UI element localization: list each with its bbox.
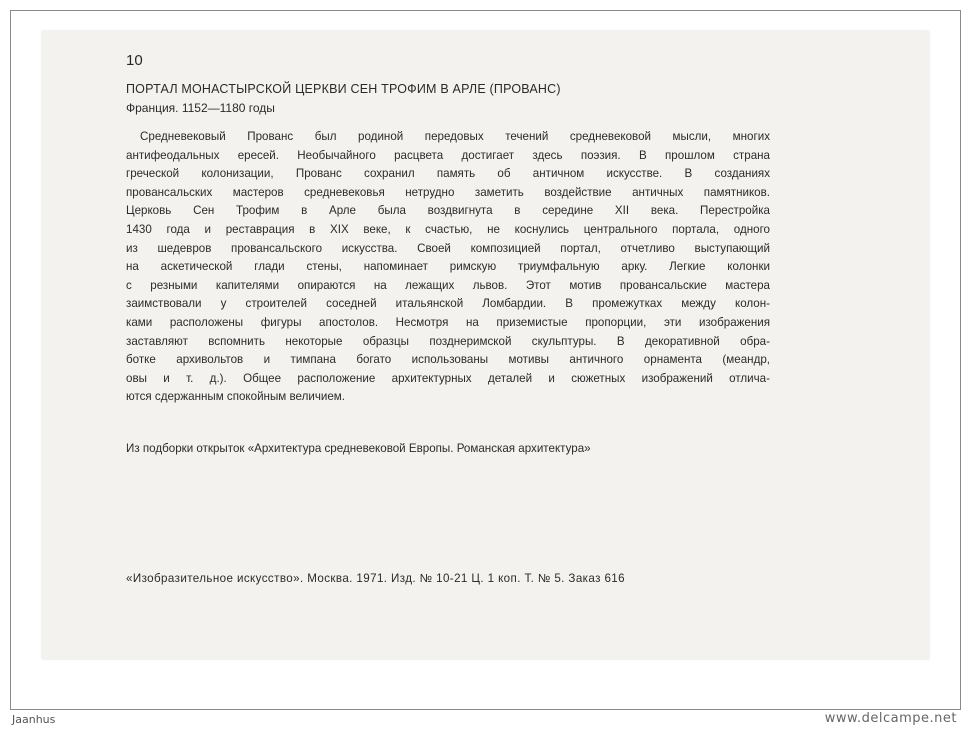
text-line: заставляют вспомнить некоторые образцы позднеримской скульптуры. В декоративной обра- (126, 334, 770, 348)
text-line: ками расположены фигуры апостолов. Несмотря на приземистые пропорции, эти изображения (126, 315, 770, 329)
text-line: Средневековый Прованс был родиной передовых течений средневековой мысли, многих (140, 130, 770, 143)
watermark-right: www.delcampe.net (824, 711, 957, 726)
card-subtitle: Франция. 1152—1180 годы (126, 101, 275, 115)
text-line: овы и т. д.). Общее расположение архитектурных деталей и сюжетных изображений отлича- (126, 371, 770, 385)
text-line: заимствовали у строителей соседней итальянской Ломбардии. В промежутках между колон- (126, 297, 770, 311)
text-line: Церковь Сен Трофим в Арле была воздвигнута в середине XII века. Перестройка (126, 204, 770, 218)
series-note: Из подборки открыток «Архитектура средневековой Европы. Романская архитектура» (126, 442, 591, 455)
text-line: греческой колонизации, Прованс сохранил память об античном искусстве. В созданиях (126, 167, 770, 181)
text-line: ботке архивольтов и тимпана богато использованы мотивы античного орнамента (меандр, (126, 353, 770, 367)
text-line: 1430 года и реставрация в XIX веке, к счастью, не коснулись центрального портала, одного (126, 222, 770, 236)
text-line: провансальских мастеров средневековья нетрудно заметить воздействие античных памятников. (126, 185, 770, 199)
description-text (126, 128, 770, 407)
text-line: на аскетической глади стены, напоминает римскую триумфальную арку. Легкие колонки (126, 260, 770, 274)
watermark-left: Jaanhus (12, 713, 56, 726)
text-line: из шедевров провансальского искусства. Своей композицией портал, отчетливо выступающий (126, 241, 770, 255)
card-number: 10 (126, 52, 143, 69)
text-line: с резными капителями опираются на лежащих львов. Этот мотив провансальские мастера (126, 278, 770, 292)
card-title: ПОРТАЛ МОНАСТЫРСКОЙ ЦЕРКВИ СЕН ТРОФИМ В АРЛЕ (ПРОВАНС) (126, 82, 561, 96)
text-line: ются сдержанным спокойным величием. (126, 390, 345, 404)
text-line: антифеодальных ересей. Необычайного расцвета достигает здесь поэзия. В прошлом страна (126, 148, 770, 162)
publisher-imprint: «Изобразительное искусство». Москва. 1971. Изд. № 10-21 Ц. 1 коп. Т. № 5. Заказ 616 (126, 572, 626, 585)
